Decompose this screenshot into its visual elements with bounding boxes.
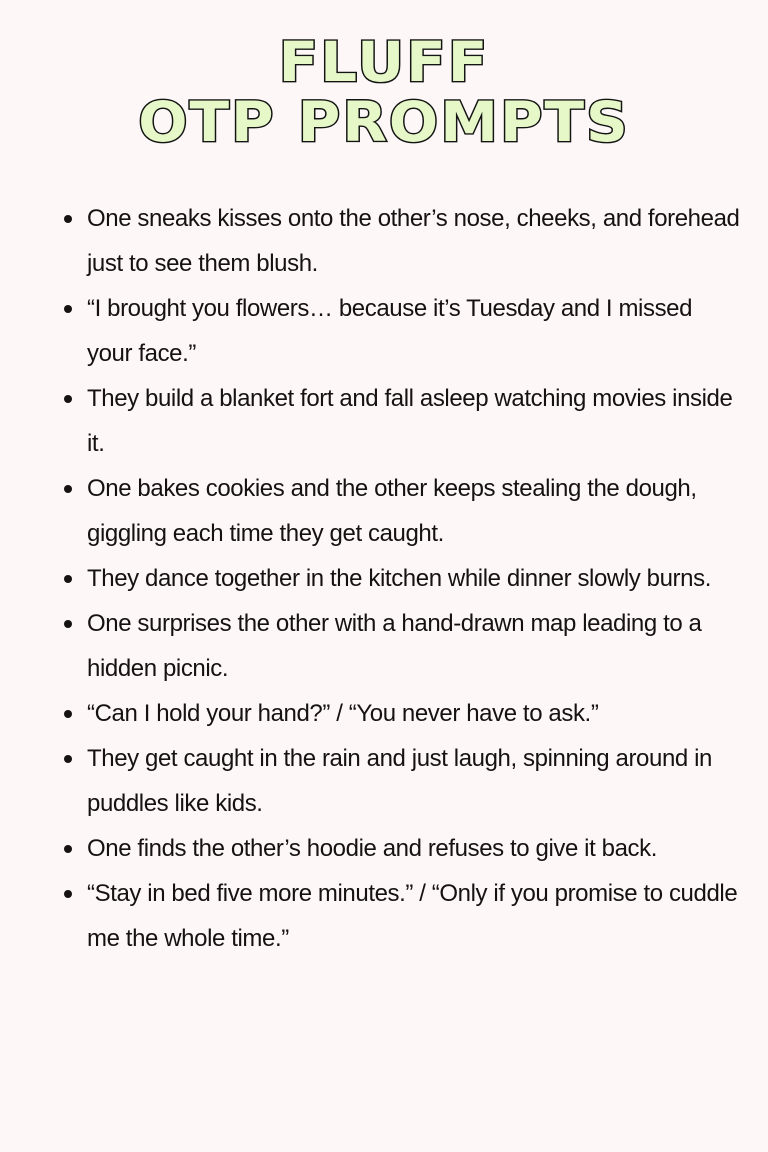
list-item bbox=[62, 376, 742, 466]
bullet-icon bbox=[64, 845, 72, 853]
list-item bbox=[62, 691, 742, 736]
bullet-icon bbox=[64, 710, 72, 718]
list-item bbox=[62, 286, 742, 376]
title-line-2: OTP PROMPTS bbox=[138, 89, 630, 155]
bullet-icon bbox=[64, 755, 72, 763]
prompt-text: “Stay in bed five more minutes.” / “Only if you promise to cuddle me the whole time.” bbox=[87, 880, 738, 952]
list-item bbox=[62, 826, 742, 871]
prompt-text: They build a blanket fort and fall asleep watching movies inside it. bbox=[87, 385, 733, 457]
prompt-text: They get caught in the rain and just laugh, spinning around in puddles like kids. bbox=[87, 745, 712, 817]
bullet-icon bbox=[64, 215, 72, 223]
bullet-icon bbox=[64, 890, 72, 898]
prompt-text: One surprises the other with a hand-drawn map leading to a hidden picnic. bbox=[87, 610, 702, 682]
bullet-icon bbox=[64, 575, 72, 583]
prompt-text: “Can I hold your hand?” / “You never have to ask.” bbox=[87, 700, 599, 727]
list-item bbox=[62, 466, 742, 556]
bullet-icon bbox=[64, 305, 72, 313]
prompt-text: They dance together in the kitchen while dinner slowly burns. bbox=[87, 565, 711, 592]
bullet-icon bbox=[64, 620, 72, 628]
prompt-text: One sneaks kisses onto the other’s nose, cheeks, and forehead just to see them blush. bbox=[87, 205, 740, 277]
list-item bbox=[62, 556, 742, 601]
bullet-icon bbox=[64, 485, 72, 493]
prompt-text: One bakes cookies and the other keeps stealing the dough, giggling each time they get caught. bbox=[87, 475, 697, 547]
page-title bbox=[0, 29, 768, 155]
list-item bbox=[62, 736, 742, 826]
list-item bbox=[62, 871, 742, 961]
prompt-text: “I brought you flowers… because it’s Tuesday and I missed your face.” bbox=[87, 295, 693, 367]
list-item bbox=[62, 196, 742, 286]
prompt-text: One finds the other’s hoodie and refuses to give it back. bbox=[87, 835, 658, 862]
bullet-icon bbox=[64, 395, 72, 403]
title-line-1: FLUFF bbox=[278, 29, 490, 95]
list-item bbox=[62, 601, 742, 691]
prompt-list bbox=[62, 196, 742, 961]
